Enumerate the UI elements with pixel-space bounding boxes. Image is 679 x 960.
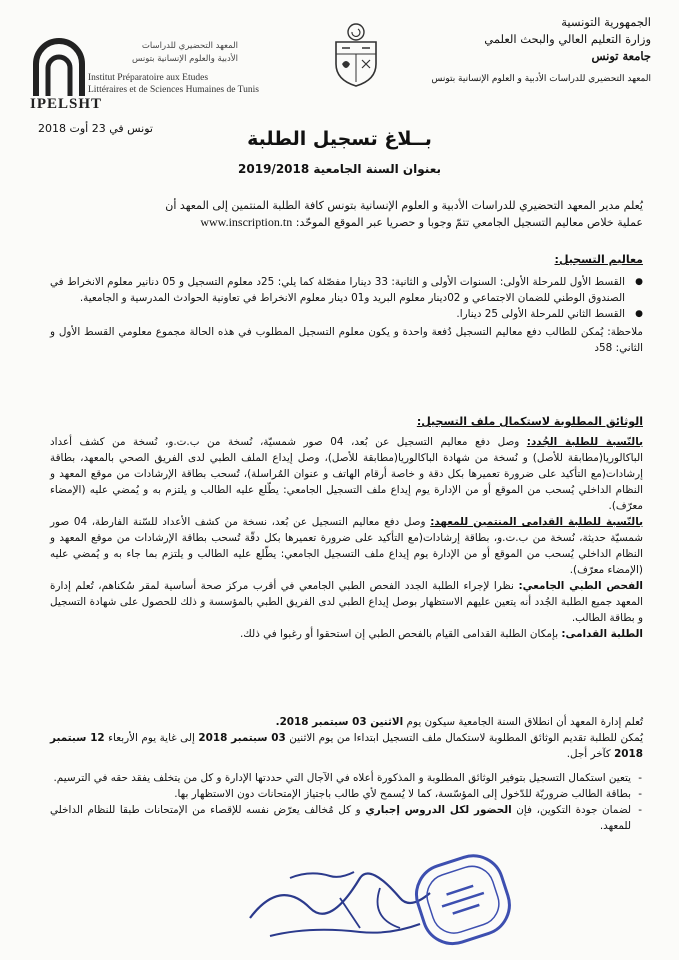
- page-title: بــلاغ تسجيل الطلبة: [247, 128, 432, 150]
- rules-section: [50, 770, 643, 834]
- new-students-paragraph: بالنّسبة للطلبة الجُدد: وصل دفع معاليم التسجيل عن بُعد، 04 صور شمسيّة، نُسخة من ب.ت.و، نُسخة من كشف أعداد الباكالوريا(مطابقة للأصل) و نُسخة من شهادة الباكالوريا(مطابقة للأصل)، وصل إيداع الملف الطبي لدى الفريق الصحي بالمعهد، بطاقة إرشادات(مع التأكيد على ضرورة تعميرها بكل دقة و خاصة أرقام الهاتف و عنوان المُراسلة)، تُسحب بطاقة الإرشادات من موقع المعهد و النظام الداخلي يُسحب من الموقع أو من الإدارة يوم إيداع ملف التسجيل الجامعي: يطّلع عليه الطالب و يلتزم به و يُمضي عليه (الإمضاء معرّف).: [50, 436, 643, 512]
- fees-note: ملاحظة: يُمكن للطالب دفع معاليم التسجيل دُفعة واحدة و يكون معلوم التسجيل المطلوب في هذه الحالة مجموع معلومي القسط الأول و الثاني: 58د: [50, 326, 643, 354]
- tunisia-coat-of-arms-icon: [330, 20, 382, 90]
- university-name: جامعة تونس: [591, 49, 651, 63]
- medical-paragraph: الفحص الطبي الجامعي: نظرا لإجراء الطلبة الجدد الفحص الطبي الجامعي في أقرب مركز صحة أساسية لمقر سُكناهم، تُعلم إدارة المعهد جميع الطلبة الجُدد أنه يتعين عليهم الاستظهار بوصل إيداع الطبي لدى الفريق الطبي بالمؤسسة و ذلك للحصول على شهادة التسجيل و بطاقة الطالب.: [50, 580, 643, 624]
- fees-heading: معاليم التسجيل:: [554, 253, 643, 266]
- old-students-paragraph: بالنّسبة للطلبة القدامى المنتمين للمعهد: وصل دفع معاليم التسجيل عن بُعد، نسخة من كشف الأعداد للسّنة الفارطة، 04 صور شمسيّة حديثة، نُسخة من ب.ت.و، بطاقة إرشادات(مع التأكيد على ضرورة تعميرها بكل دقّة تُسحب بطاقة الإرشادات من موقع المعهد و النظام الداخلي يُسحب من الموقع أو من الإدارة يوم إيداع ملف التسجيل الجامعي: يطّلع عليه الطالب و يلتزم بما جاء به و يُمضي عليه (الإمضاء معرّف).: [50, 516, 644, 576]
- institute-name-ar: المعهد التحضيري للدراسات الأدبية والعلوم الإنسانية بتونس: [132, 41, 238, 64]
- official-stamp: [405, 846, 520, 954]
- documents-section: [50, 414, 643, 642]
- official-header: [391, 14, 651, 88]
- rule-attendance: - لضمان جودة التكوين، فإن الحضور لكل الدروس إجباري و كل مُخالف يعرّض نفسه للإقصاء من الإمتحانات طبقا للنظام الداخلي للمعهد.: [50, 802, 631, 834]
- documents-heading: الوثائق المطلوبة لاستكمال ملف التسجيل:: [416, 415, 643, 428]
- page-subtitle: بعنوان السنة الجامعية 2019/2018: [238, 162, 441, 176]
- old-students-medical: الطلبة القدامى: بإمكان الطلبة القدامى القيام بالفحص الطبي إن استحقوا أو رغبوا في ذلك.: [239, 628, 643, 640]
- rule-student-card: - بطاقة الطالب ضروريّة للدّخول إلى المؤسّسة، كما لا يُسمح لأي طالب باجتياز الإمتحانات دون الاستظهار بها.: [50, 786, 631, 802]
- document-date: تونس في 23 أوت 2018: [38, 122, 153, 135]
- fee-item-first: ● القسط الأول للمرحلة الأولى: السنوات الأولى و الثانية: 33 دينارا مفصّلة كما يلي: 25د معلوم التسجيل و 05 دنانير معلوم الانخراط في الصندوق الوطني للضمان الاجتماعي و 02دينار معلوم البريد و01 دينار معلوم الانخراط في تعاونية الحوادث المدرسية و الجامعية.: [50, 274, 629, 306]
- institute-line: المعهد التحضيري للدراسات الأدبية و العلوم الإنسانية بتونس: [431, 74, 651, 84]
- fee-item-second: ● القسط الثاني للمرحلة الأولى 25 دينارا.: [50, 306, 629, 322]
- republic-name: الجمهورية التونسية: [561, 15, 651, 29]
- intro-paragraph: يُعلم مدير المعهد التحضيري للدراسات الأدبية و العلوم الإنسانية بتونس كافة الطلبة المنتمين إلى المعهد أن عملية خلاص معاليم التسجيل الجامعي تتمّ وجوبا و حصريا عبر الموقع الموحّد: www.inscription.tn: [165, 199, 643, 229]
- ministry-name: وزارة التعليم العالي والبحث العلمي: [484, 32, 651, 46]
- registration-url[interactable]: www.inscription.tn: [200, 215, 293, 229]
- start-dates-section: تُعلم إدارة المعهد أن انطلاق السنة الجامعية سيكون يوم الاثنين 03 سبتمبر 2018. يُمكن للطلبة تقديم الوثائق المطلوبة لاستكمال ملف التسجيل ابتداءا من يوم الاثنين 03 سبتمبر 2018 إلى غاية يوم الأربعاء 12 سبتمبر 2018 كآخر أجل.: [50, 716, 644, 760]
- institute-name-fr: Institut Préparatoire aux Etudes Littéraires et de Sciences Humaines de Tunis: [88, 73, 259, 95]
- rule-registration: - يتعين استكمال التسجيل بتوفير الوثائق المطلوبة و المذكورة أعلاه في الآجال التي حددتها الإدارة و كل من يتخلف يفقد حقه في الترسيم.: [50, 770, 631, 786]
- fees-section: [50, 252, 643, 356]
- logo-acronym: IPELSHT: [30, 96, 103, 112]
